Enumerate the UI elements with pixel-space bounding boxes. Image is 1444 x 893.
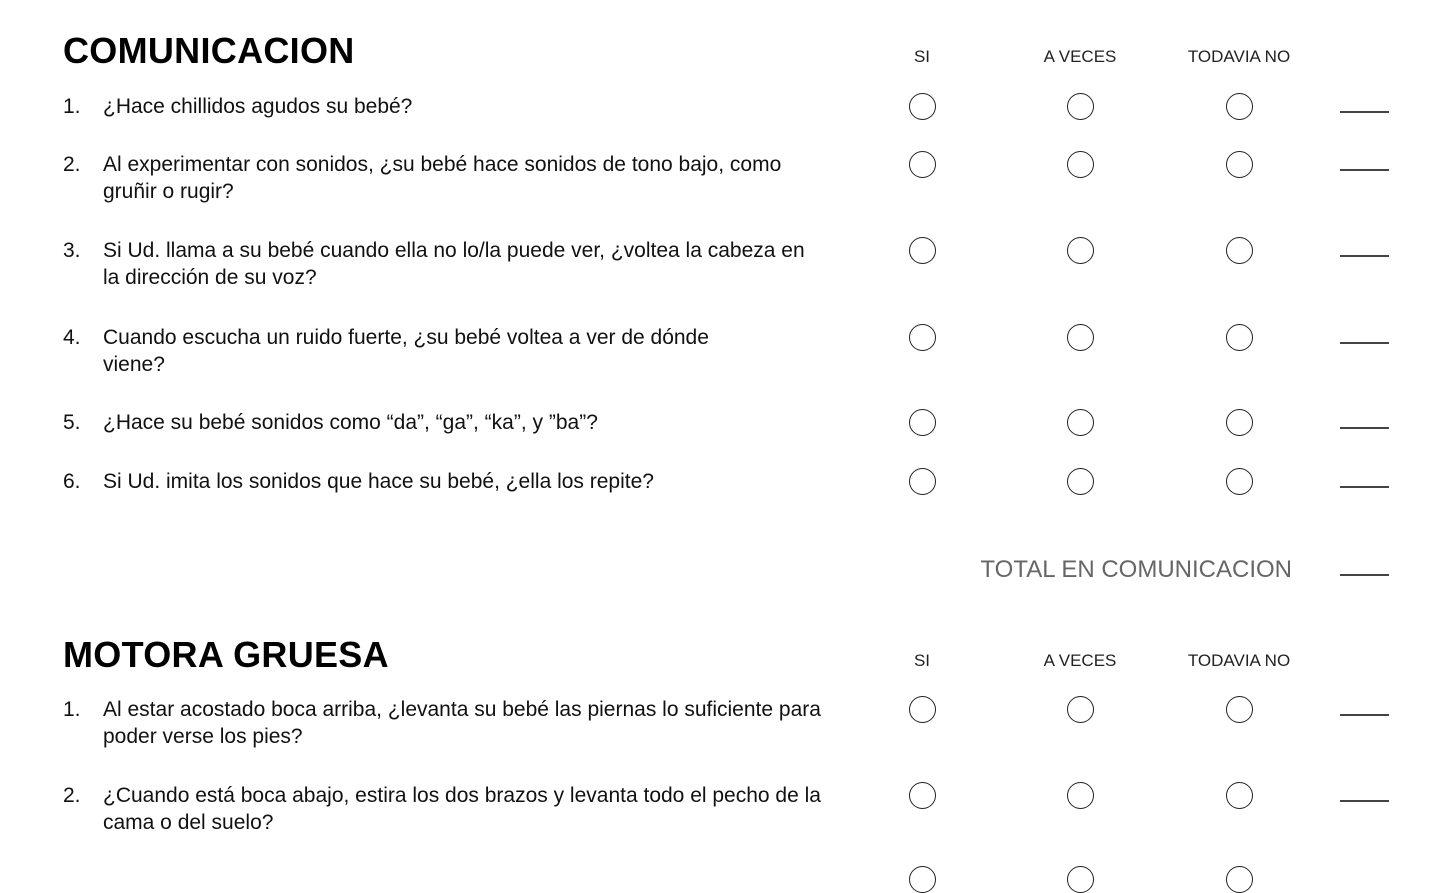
radio-si[interactable]: [909, 324, 936, 351]
section-title: COMUNICACION: [63, 30, 355, 71]
radio-a-veces[interactable]: [1067, 237, 1094, 264]
question-text: Al experimentar con sonidos, ¿su bebé hace sonidos de tono bajo, como gruñir o rugir?: [103, 153, 782, 203]
radio-a-veces[interactable]: [1067, 151, 1094, 178]
radio-todavia-no[interactable]: [1226, 93, 1253, 120]
question-text: Cuando escucha un ruido fuerte, ¿su bebé voltea a ver de dónde viene?: [103, 326, 709, 376]
question-text: ¿Hace su bebé sonidos como “da”, “ga”, “ka”, y ”ba”?: [103, 411, 598, 434]
question-text: ¿Hace chillidos agudos su bebé?: [103, 95, 413, 118]
column-header-a-veces: A VECES: [1043, 651, 1117, 670]
question-number: 2.: [63, 153, 81, 176]
radio-todavia-no[interactable]: [1226, 468, 1253, 495]
radio-si[interactable]: [909, 93, 936, 120]
score-line[interactable]: [1340, 255, 1389, 257]
column-header-a-veces: A VECES: [1043, 47, 1117, 66]
radio-todavia-no[interactable]: [1226, 237, 1253, 264]
radio-todavia-no[interactable]: [1226, 409, 1253, 436]
radio-todavia-no[interactable]: [1226, 782, 1253, 809]
question-text: Al estar acostado boca arriba, ¿levanta su bebé las piernas lo suficiente para poder verse los pies?: [103, 698, 821, 748]
question-number: 6.: [63, 470, 81, 493]
radio-si[interactable]: [909, 151, 936, 178]
question-number: 3.: [63, 239, 81, 262]
radio-si[interactable]: [909, 866, 936, 893]
column-header-si: SI: [913, 47, 931, 66]
question-number: 1.: [63, 698, 81, 721]
score-line[interactable]: [1340, 169, 1389, 171]
section-title: MOTORA GRUESA: [63, 634, 389, 675]
score-line[interactable]: [1340, 714, 1389, 716]
column-header-todavia-no: TODAVIA NO: [1187, 651, 1291, 670]
score-line[interactable]: [1340, 111, 1389, 113]
radio-si[interactable]: [909, 782, 936, 809]
question-text: Si Ud. imita los sonidos que hace su bebé, ¿ella los repite?: [103, 470, 654, 493]
radio-todavia-no[interactable]: [1226, 151, 1253, 178]
question-number: 5.: [63, 411, 81, 434]
question-text: ¿Cuando está boca abajo, estira los dos brazos y levanta todo el pecho de la cama o del suelo?: [103, 784, 821, 834]
total-label: TOTAL EN COMUNICACION: [980, 556, 1292, 583]
score-line[interactable]: [1340, 342, 1389, 344]
radio-a-veces[interactable]: [1067, 93, 1094, 120]
radio-todavia-no[interactable]: [1226, 696, 1253, 723]
radio-a-veces[interactable]: [1067, 866, 1094, 893]
question-number: 4.: [63, 326, 81, 349]
radio-todavia-no[interactable]: [1226, 866, 1253, 893]
radio-a-veces[interactable]: [1067, 324, 1094, 351]
radio-si[interactable]: [909, 468, 936, 495]
radio-a-veces[interactable]: [1067, 696, 1094, 723]
column-header-si: SI: [913, 651, 931, 670]
radio-todavia-no[interactable]: [1226, 324, 1253, 351]
radio-si[interactable]: [909, 409, 936, 436]
radio-a-veces[interactable]: [1067, 409, 1094, 436]
radio-a-veces[interactable]: [1067, 468, 1094, 495]
question-number: 1.: [63, 95, 81, 118]
radio-si[interactable]: [909, 696, 936, 723]
column-header-todavia-no: TODAVIA NO: [1187, 47, 1291, 66]
question-text: Si Ud. llama a su bebé cuando ella no lo/la puede ver, ¿voltea la cabeza en la dirección de su voz?: [103, 239, 805, 289]
score-line[interactable]: [1340, 427, 1389, 429]
radio-a-veces[interactable]: [1067, 782, 1094, 809]
score-line[interactable]: [1340, 486, 1389, 488]
question-number: 2.: [63, 784, 81, 807]
radio-si[interactable]: [909, 237, 936, 264]
score-line[interactable]: [1340, 800, 1389, 802]
total-score-line[interactable]: [1340, 574, 1389, 576]
